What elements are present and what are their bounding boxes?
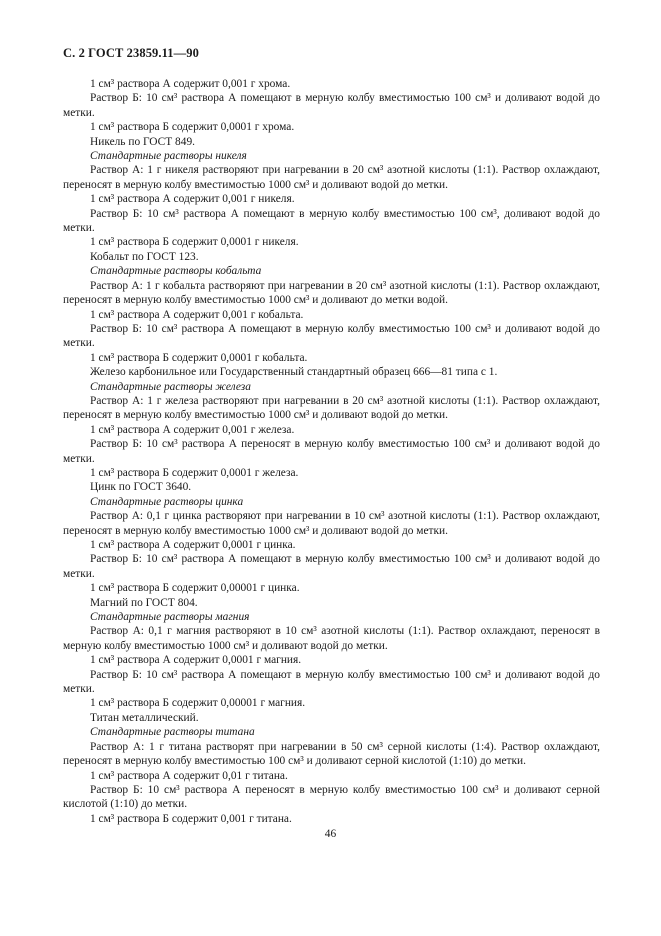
section-heading: Стандартные растворы железа xyxy=(90,380,251,393)
paragraph: Раствор А: 1 г железа растворяют при нагревании в 20 см³ азотной кислоты (1:1). Раствор охлаждают, переносят в мерную колбу вместимостью 1000 см³ и доливают водой до метки. xyxy=(63,394,600,422)
paragraph: Раствор А: 1 г никеля растворяют при нагревании в 20 см³ азотной кислоты (1:1). Раствор охлаждают, переносят в мерную колбу вместимостью 1000 см³ и доливают водой до метки. xyxy=(63,164,600,191)
paragraph: Раствор А: 0,1 г цинка растворяют при нагревании в 10 см³ азотной кислоты (1:1). Раствор охлаждают, переносят в мерную колбу вместимостью 1000 см³ и доливают водой до метки. xyxy=(63,510,600,537)
paragraph: Раствор А: 0,1 г магния растворяют в 10 см³ азотной кислоты (1:1). Раствор охлаждают, переносят в мерную колбу вместимостью 1000 см³ и доливают водой до метки. xyxy=(63,625,600,652)
paragraph: Раствор А: 1 г кобальта растворяют при нагревании в 20 см³ азотной кислоты (1:1). Раствор охлаждают, переносят в мерную колбу вместимостью 1000 см³ и доливают до метки водой. xyxy=(63,279,600,307)
document-body xyxy=(63,77,600,826)
paragraph: 1 см³ раствора Б содержит 0,001 г титана. xyxy=(90,812,292,825)
section-heading: Стандартные растворы титана xyxy=(90,726,255,739)
paragraph: 1 см³ раствора Б содержит 0,0001 г кобальта. xyxy=(90,351,308,364)
section-heading: Стандартные растворы кобальта xyxy=(90,265,262,278)
paragraph: 1 см³ раствора А содержит 0,001 г железа. xyxy=(90,423,295,436)
paragraph: Раствор Б: 10 см³ раствора А переносят в мерную колбу вместимостью 100 см³ и доливают серной кислотой (1:10) до метки. xyxy=(63,783,600,811)
paragraph: Никель по ГОСТ 849. xyxy=(90,135,195,148)
paragraph: Титан металлический. xyxy=(90,711,199,724)
paragraph: Раствор Б: 10 см³ раствора А помещают в мерную колбу вместимостью 100 см³ и доливают водой до метки. xyxy=(63,553,600,580)
paragraph: 1 см³ раствора А содержит 0,0001 г цинка. xyxy=(90,539,296,551)
page-number: 46 xyxy=(324,828,337,840)
paragraph: 1 см³ раствора Б содержит 0,00001 г цинка. xyxy=(90,582,300,595)
paragraph: Цинк по ГОСТ 3640. xyxy=(90,481,192,494)
paragraph: 1 см³ раствора А содержит 0,001 г никеля. xyxy=(90,193,295,206)
paragraph: Раствор Б: 10 см³ раствора А помещают в мерную колбу вместимостью 100 см³, доливают водой до метки. xyxy=(63,207,600,235)
section-heading: Стандартные растворы магния xyxy=(90,611,250,624)
paragraph: 1 см³ раствора А содержит 0,001 г кобальта. xyxy=(90,308,304,321)
section-heading: Стандартные растворы никеля xyxy=(90,150,247,163)
paragraph: Железо карбонильное или Государственный стандартный образец 666—81 типа с 1. xyxy=(90,366,498,379)
paragraph: 1 см³ раствора Б содержит 0,0001 г хрома. xyxy=(90,121,295,134)
paragraph: Раствор Б: 10 см³ раствора А помещают в мерную колбу вместимостью 100 см³ и доливают водой до метки. xyxy=(63,322,600,350)
paragraph: 1 см³ раствора Б содержит 0,0001 г никеля. xyxy=(90,236,299,249)
paragraph: Раствор А: 1 г титана растворят при нагревании в 50 см³ серной кислоты (1:4). Раствор охлаждают, переносят в мерную колбу вместимостью 100 см³ и доливают серной кислотой (1:10) до метки. xyxy=(63,740,600,768)
paragraph: 1 см³ раствора Б содержит 0,0001 г железа. xyxy=(90,466,299,479)
paragraph: 1 см³ раствора А содержит 0,01 г титана. xyxy=(90,769,288,782)
section-heading: Стандартные растворы цинка xyxy=(90,495,244,508)
paragraph: Раствор Б: 10 см³ раствора А помещают в мерную колбу вместимостью 100 см³ и доливают водой до метки. xyxy=(63,92,600,119)
paragraph: Магний по ГОСТ 804. xyxy=(90,596,198,609)
paragraph: 1 см³ раствора А содержит 0,001 г хрома. xyxy=(90,78,291,90)
paragraph: Кобальт по ГОСТ 123. xyxy=(90,250,199,263)
paragraph: Раствор Б: 10 см³ раствора А помещают в мерную колбу вместимостью 100 см³ и доливают водой до метки. xyxy=(63,668,600,696)
paragraph: Раствор Б: 10 см³ раствора А переносят в мерную колбу вместимостью 100 см³ и доливают водой до метки. xyxy=(63,438,600,465)
paragraph: 1 см³ раствора Б содержит 0,00001 г магния. xyxy=(90,697,306,710)
paragraph: 1 см³ раствора А содержит 0,0001 г магния. xyxy=(90,654,302,667)
page-header: С. 2 ГОСТ 23859.11—90 xyxy=(63,46,199,60)
